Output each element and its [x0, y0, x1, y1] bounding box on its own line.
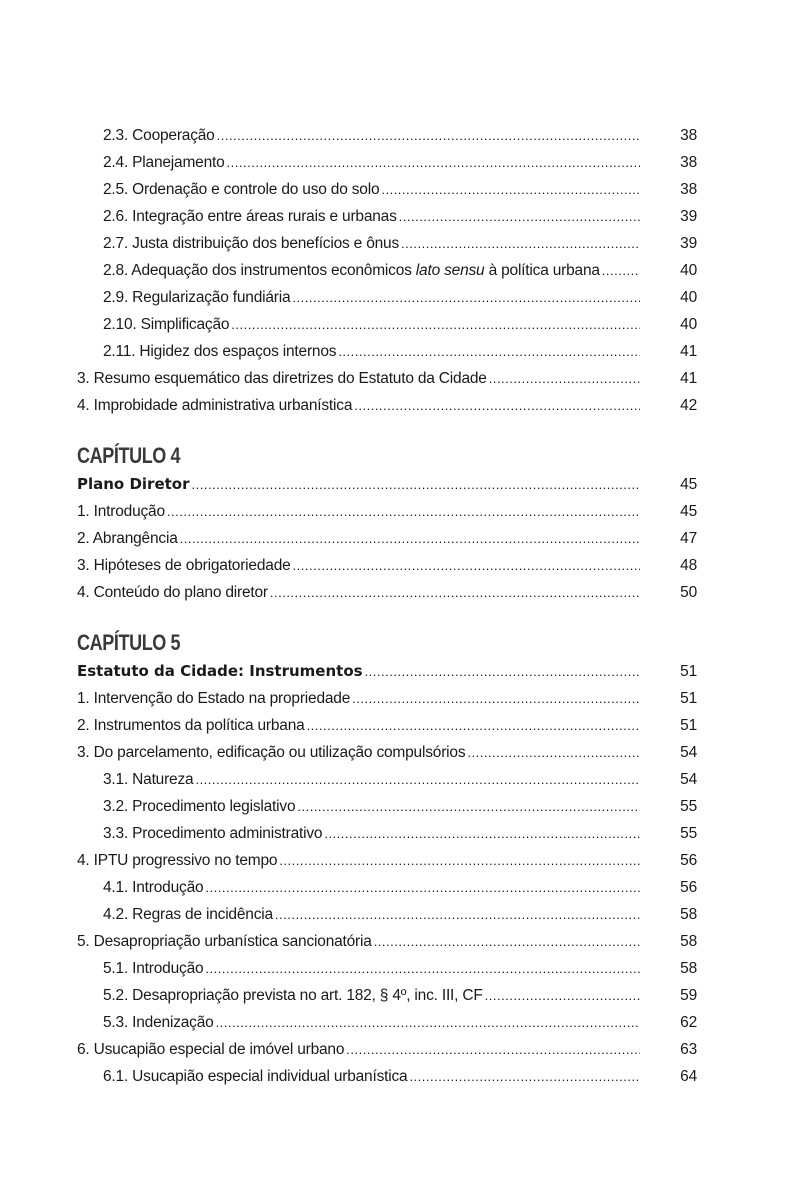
- page-number: 38: [680, 127, 697, 144]
- page-number: 56: [680, 852, 697, 869]
- toc-entry-label: 2.7. Justa distribuição dos benefícios e ônus: [103, 235, 400, 252]
- toc-entry[interactable]: [77, 928, 697, 955]
- dot-leader: [275, 901, 640, 928]
- dot-leader: [217, 122, 640, 149]
- page-number: 40: [680, 262, 697, 279]
- toc-entry[interactable]: [77, 982, 697, 1009]
- page-number: 59: [680, 987, 697, 1004]
- toc-entry[interactable]: [77, 766, 697, 793]
- page-number: 58: [680, 906, 697, 923]
- dot-leader: [354, 392, 640, 419]
- page-number: 62: [680, 1014, 697, 1031]
- dot-leader: [399, 203, 640, 230]
- dot-leader: [401, 230, 640, 257]
- page-number: 64: [680, 1068, 697, 1085]
- dot-leader: [409, 1063, 640, 1090]
- toc-entry[interactable]: [77, 685, 697, 712]
- dot-leader: [270, 579, 640, 606]
- toc-entry-label: 2.11. Higidez dos espaços internos: [103, 343, 337, 360]
- page-number: 55: [680, 825, 697, 842]
- toc-entry-label: 2.3. Cooperação: [103, 127, 215, 144]
- toc-entry-label: 3.2. Procedimento legislativo: [103, 798, 296, 815]
- page-number: 40: [680, 289, 697, 306]
- toc-entry-label: 5.3. Indenização: [103, 1014, 214, 1031]
- page-number: 56: [680, 879, 697, 896]
- toc-entry[interactable]: [77, 176, 697, 203]
- toc-entry-label: 1. Introdução: [77, 503, 165, 520]
- dot-leader: [195, 766, 640, 793]
- toc-entry-label: 1. Intervenção do Estado na propriedade: [77, 690, 351, 707]
- page-number: 47: [680, 530, 697, 547]
- dot-leader: [297, 793, 640, 820]
- chapter-title: CAPÍTULO 5: [77, 630, 181, 655]
- toc-entry-label: 5.2. Desapropriação prevista no art. 182, § 4º, inc. III, CF: [103, 987, 483, 1004]
- dot-leader: [216, 1009, 640, 1036]
- toc-entry-label: 2.10. Simplificação: [103, 316, 230, 333]
- toc-entry-label: 2.9. Regularização fundiária: [103, 289, 291, 306]
- page-number: 40: [680, 316, 697, 333]
- toc-entry-label: 2. Abrangência: [77, 530, 178, 547]
- page-number: 45: [680, 476, 697, 493]
- page-number: 41: [680, 370, 697, 387]
- page-number: 63: [680, 1041, 697, 1058]
- dot-leader: [205, 874, 640, 901]
- chapter-subtitle-entry[interactable]: [77, 471, 697, 498]
- toc-entry-label: 3.1. Natureza: [103, 771, 194, 788]
- page-number: 58: [680, 960, 697, 977]
- toc-entry[interactable]: [77, 1009, 697, 1036]
- toc-entry-label: 4.1. Introdução: [103, 879, 204, 896]
- dot-leader: [324, 820, 640, 847]
- dot-leader: [205, 955, 640, 982]
- toc-entry[interactable]: [77, 365, 697, 392]
- toc-entry-label: 2.6. Integração entre áreas rurais e urbanas: [103, 208, 397, 225]
- toc-entry[interactable]: [77, 257, 697, 284]
- dot-leader: [227, 149, 640, 176]
- toc-entry[interactable]: [77, 847, 697, 874]
- toc-entry[interactable]: [77, 793, 697, 820]
- dot-leader: [338, 338, 640, 365]
- toc-entry-label: 2.5. Ordenação e controle do uso do solo: [103, 181, 380, 198]
- toc-entry-label: 4. Conteúdo do plano diretor: [77, 584, 268, 601]
- dot-leader: [485, 982, 640, 1009]
- toc-entry[interactable]: [77, 392, 697, 419]
- toc-entry[interactable]: [77, 820, 697, 847]
- page-number: 50: [680, 584, 697, 601]
- toc-entry-label: 4.2. Regras de incidência: [103, 906, 273, 923]
- dot-leader: [374, 928, 640, 955]
- dot-leader: [180, 525, 640, 552]
- chapter-subtitle-entry[interactable]: [77, 658, 697, 685]
- toc-entry-label: 5. Desapropriação urbanística sancionatória: [77, 933, 372, 950]
- dot-leader: [489, 365, 640, 392]
- toc-entry[interactable]: [77, 230, 697, 257]
- dot-leader: [381, 176, 640, 203]
- toc-entry-label: 3. Resumo esquemático das diretrizes do Estatuto da Cidade: [77, 370, 487, 387]
- page-number: 42: [680, 397, 697, 414]
- toc-entry-label: 6.1. Usucapião especial individual urbanística: [103, 1068, 408, 1085]
- toc-entry-label: 4. Improbidade administrativa urbanística: [77, 397, 353, 414]
- toc-entry[interactable]: [77, 311, 697, 338]
- dot-leader: [231, 311, 640, 338]
- toc-entry[interactable]: [77, 955, 697, 982]
- toc-entry-label: 3. Hipóteses de obrigatoriedade: [77, 557, 291, 574]
- dot-leader: [352, 685, 640, 712]
- page-number: 45: [680, 503, 697, 520]
- dot-leader: [167, 498, 640, 525]
- chapter-title: CAPÍTULO 4: [77, 443, 181, 468]
- page-number: 39: [680, 208, 697, 225]
- toc-entry-label: 5.1. Introdução: [103, 960, 204, 977]
- page-number: 41: [680, 343, 697, 360]
- chapter-section: [77, 441, 697, 606]
- dot-leader: [293, 552, 640, 579]
- toc-entry[interactable]: [77, 712, 697, 739]
- toc-entry[interactable]: [77, 1063, 697, 1090]
- chapter-subtitle: Estatuto da Cidade: Instrumentos: [77, 662, 363, 680]
- page-number: 51: [680, 663, 697, 680]
- dot-leader: [346, 1036, 640, 1063]
- dot-leader: [292, 284, 640, 311]
- dot-leader: [192, 471, 641, 498]
- toc-entry[interactable]: [77, 901, 697, 928]
- toc-entry[interactable]: [77, 284, 697, 311]
- dot-leader: [467, 739, 640, 766]
- toc-entry[interactable]: [77, 874, 697, 901]
- toc-entry-label: 2.4. Planejamento: [103, 154, 225, 171]
- toc-entry-label: 2.8. Adequação dos instrumentos econômicos lato sensu à política urbana: [103, 262, 600, 279]
- dot-leader: [602, 257, 640, 284]
- page-number: 39: [680, 235, 697, 252]
- page-number: 48: [680, 557, 697, 574]
- dot-leader: [279, 847, 640, 874]
- page-number: 38: [680, 181, 697, 198]
- toc-entry[interactable]: [77, 338, 697, 365]
- toc-entry[interactable]: [77, 579, 697, 606]
- chapter-subtitle: Plano Diretor: [77, 475, 190, 493]
- table-of-contents: [77, 122, 697, 1090]
- toc-entry[interactable]: [77, 149, 697, 176]
- page-number: 54: [680, 771, 697, 788]
- dot-leader: [307, 712, 640, 739]
- toc-entry-label: 3. Do parcelamento, edificação ou utilização compulsórios: [77, 744, 466, 761]
- toc-entry[interactable]: [77, 739, 697, 766]
- page-number: 51: [680, 717, 697, 734]
- toc-entry-label: 2. Instrumentos da política urbana: [77, 717, 305, 734]
- toc-entry-label: 4. IPTU progressivo no tempo: [77, 852, 278, 869]
- page-number: 55: [680, 798, 697, 815]
- toc-entry[interactable]: [77, 203, 697, 230]
- dot-leader: [365, 658, 640, 685]
- chapter-section: [77, 628, 697, 1090]
- toc-entry[interactable]: [77, 498, 697, 525]
- page-number: 51: [680, 690, 697, 707]
- toc-entry-label: 6. Usucapião especial de imóvel urbano: [77, 1041, 345, 1058]
- toc-entry[interactable]: [77, 122, 697, 149]
- page-number: 38: [680, 154, 697, 171]
- page-number: 58: [680, 933, 697, 950]
- toc-entry[interactable]: [77, 1036, 697, 1063]
- toc-entry[interactable]: [77, 552, 697, 579]
- page-number: 54: [680, 744, 697, 761]
- toc-entry[interactable]: [77, 525, 697, 552]
- toc-entry-label: 3.3. Procedimento administrativo: [103, 825, 323, 842]
